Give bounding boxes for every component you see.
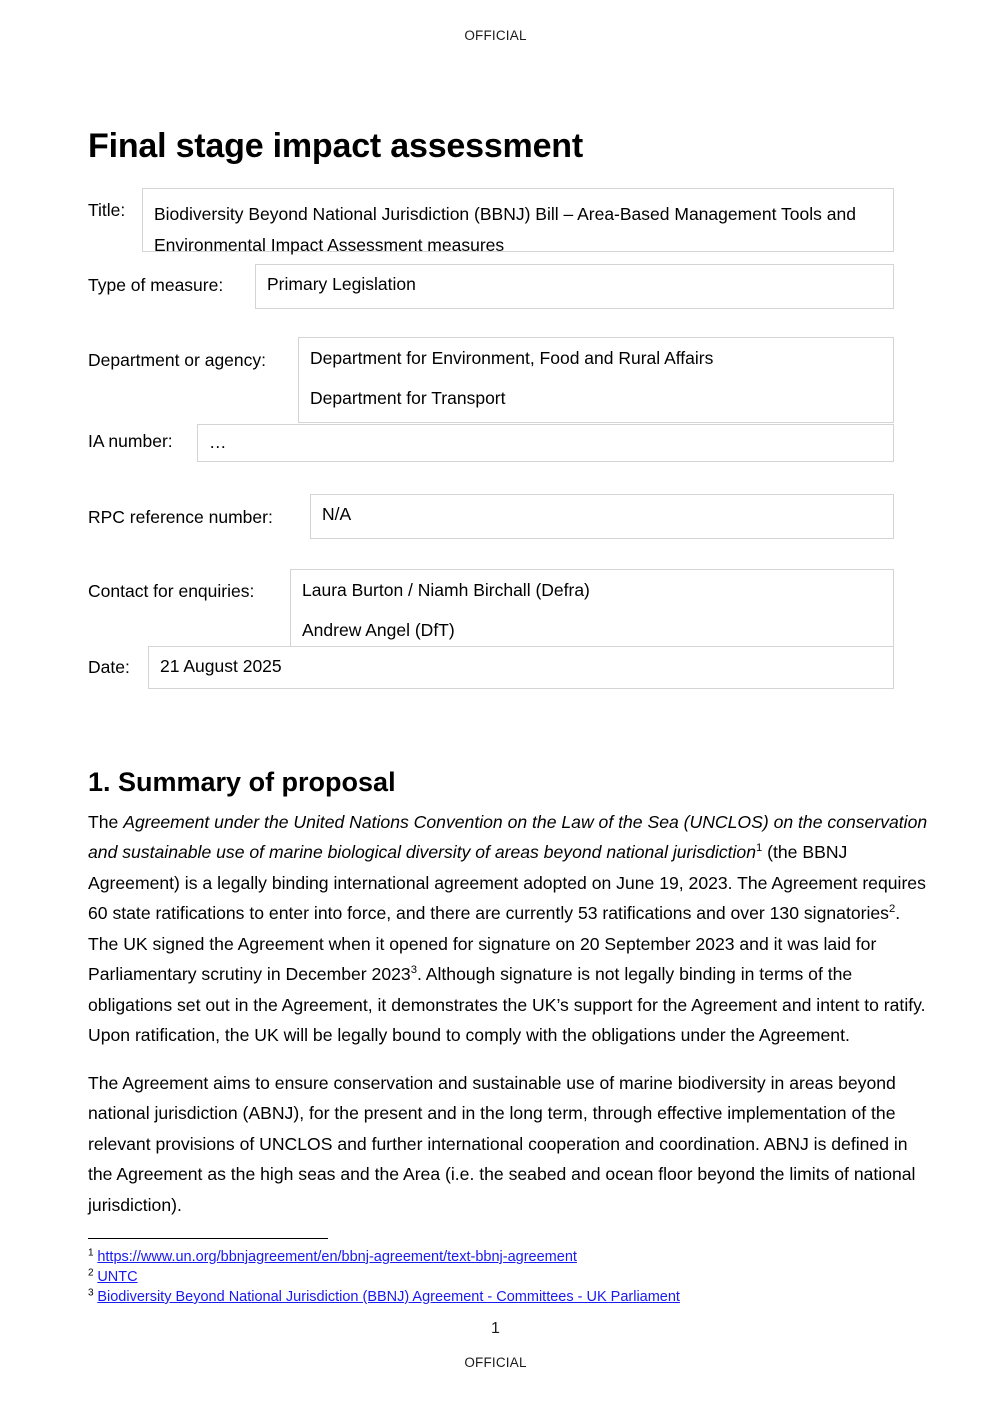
footnote-item (88, 1287, 948, 1307)
ia-number-label: IA number: (88, 431, 173, 451)
footnote-number: 3 (88, 1287, 94, 1299)
footnote-list (88, 1247, 948, 1307)
footnote-number: 2 (88, 1267, 94, 1279)
department-or-agency-value-line-1: Department for Environment, Food and Rural Affairs (310, 348, 714, 368)
footnote-separator (88, 1238, 328, 1239)
ia-number-box[interactable] (197, 424, 894, 462)
contact-for-enquiries-value-line-1: Laura Burton / Niamh Birchall (Defra) (302, 580, 590, 600)
footnote-ref-1[interactable]: 1 (755, 842, 763, 855)
section-1-heading: 1. Summary of proposal (88, 767, 396, 798)
rpc-reference-number-value: N/A (322, 504, 352, 524)
p1-part-2: (the BBNJ Agreement) is a legally binding international agreement adopted on June 19, 2023. The Agreement requires 60 state ratifications to enter into force, and there are currently 53 ratifications and over 130 signatories (88, 842, 926, 924)
footnote-item (88, 1267, 948, 1287)
footnote-link[interactable]: UNTC (97, 1269, 138, 1285)
footnote-number: 1 (88, 1247, 94, 1259)
type-of-measure-value: Primary Legislation (267, 274, 416, 294)
title-field-label: Title: (88, 200, 126, 220)
date-value: 21 August 2025 (160, 656, 282, 676)
ia-number-value: … (209, 432, 228, 452)
page-title: Final stage impact assessment (88, 126, 583, 165)
department-or-agency-box[interactable] (298, 337, 894, 423)
footnote-link[interactable]: Biodiversity Beyond National Jurisdiction (BBNJ) Agreement - Committees - UK Parliament (97, 1289, 680, 1305)
contact-for-enquiries-box[interactable] (290, 569, 894, 655)
date-label: Date: (88, 657, 130, 677)
classification-footer: OFFICIAL (464, 1355, 527, 1370)
title-field-value: Biodiversity Beyond National Jurisdiction (BBNJ) Bill – Area-Based Management Tools and Environmental Impact Assessment measures (154, 204, 856, 255)
title-field-box[interactable] (142, 188, 894, 255)
footnote-link[interactable]: https://www.un.org/bbnjagreement/en/bbnj-agreement/text-bbnj-agreement (97, 1249, 577, 1265)
section-1-paragraph-1 (88, 807, 933, 1051)
footnote-ref-2[interactable]: 2 (888, 903, 896, 916)
rpc-reference-number-box[interactable] (310, 494, 894, 539)
p1-part-3: . The UK signed the Agreement when it opened for signature on 20 September 2023 and it was laid for Parliamentary scrutiny in December 2023 (88, 903, 901, 985)
department-or-agency-value-line-2: Department for Transport (310, 388, 506, 408)
department-or-agency-label: Department or agency: (88, 350, 267, 370)
date-box[interactable] (148, 646, 894, 689)
section-1-paragraph-2: The Agreement aims to ensure conservation and sustainable use of marine biodiversity in areas beyond national jurisdiction (ABNJ), for the present and in the long term, through effective implementation of the relevant provisions of UNCLOS and further international cooperation and coordination. ABNJ is defined in the Agreement as the high seas and the Area (i.e. the seabed and ocean floor beyond the limits of national jurisdiction). (88, 1072, 916, 1215)
p1-italic-agreement-name: Agreement under the United Nations Convention on the Law of the Sea (UNCLOS) on the conservation and sustainable use of marine biological diversity of areas beyond national jurisdiction (88, 811, 928, 863)
rpc-reference-number-label: RPC reference number: (88, 507, 273, 527)
type-of-measure-box[interactable] (255, 264, 894, 309)
classification-header: OFFICIAL (464, 28, 527, 43)
contact-for-enquiries-label: Contact for enquiries: (88, 581, 255, 601)
footnote-item (88, 1247, 948, 1267)
contact-for-enquiries-value-line-2: Andrew Angel (DfT) (302, 620, 455, 640)
p1-part-4: . Although signature is not legally binding in terms of the obligations set out in the Agreement, it demonstrates the UK’s support for the Agreement and intent to ratify. Upon ratification, the UK will be legally bound to comply with the obligations under the Agreement. (88, 964, 926, 1046)
page-number: 1 (491, 1320, 500, 1337)
type-of-measure-label: Type of measure: (88, 275, 224, 295)
p1-part-1: The (88, 811, 124, 832)
footnote-ref-3[interactable]: 3 (410, 964, 417, 977)
